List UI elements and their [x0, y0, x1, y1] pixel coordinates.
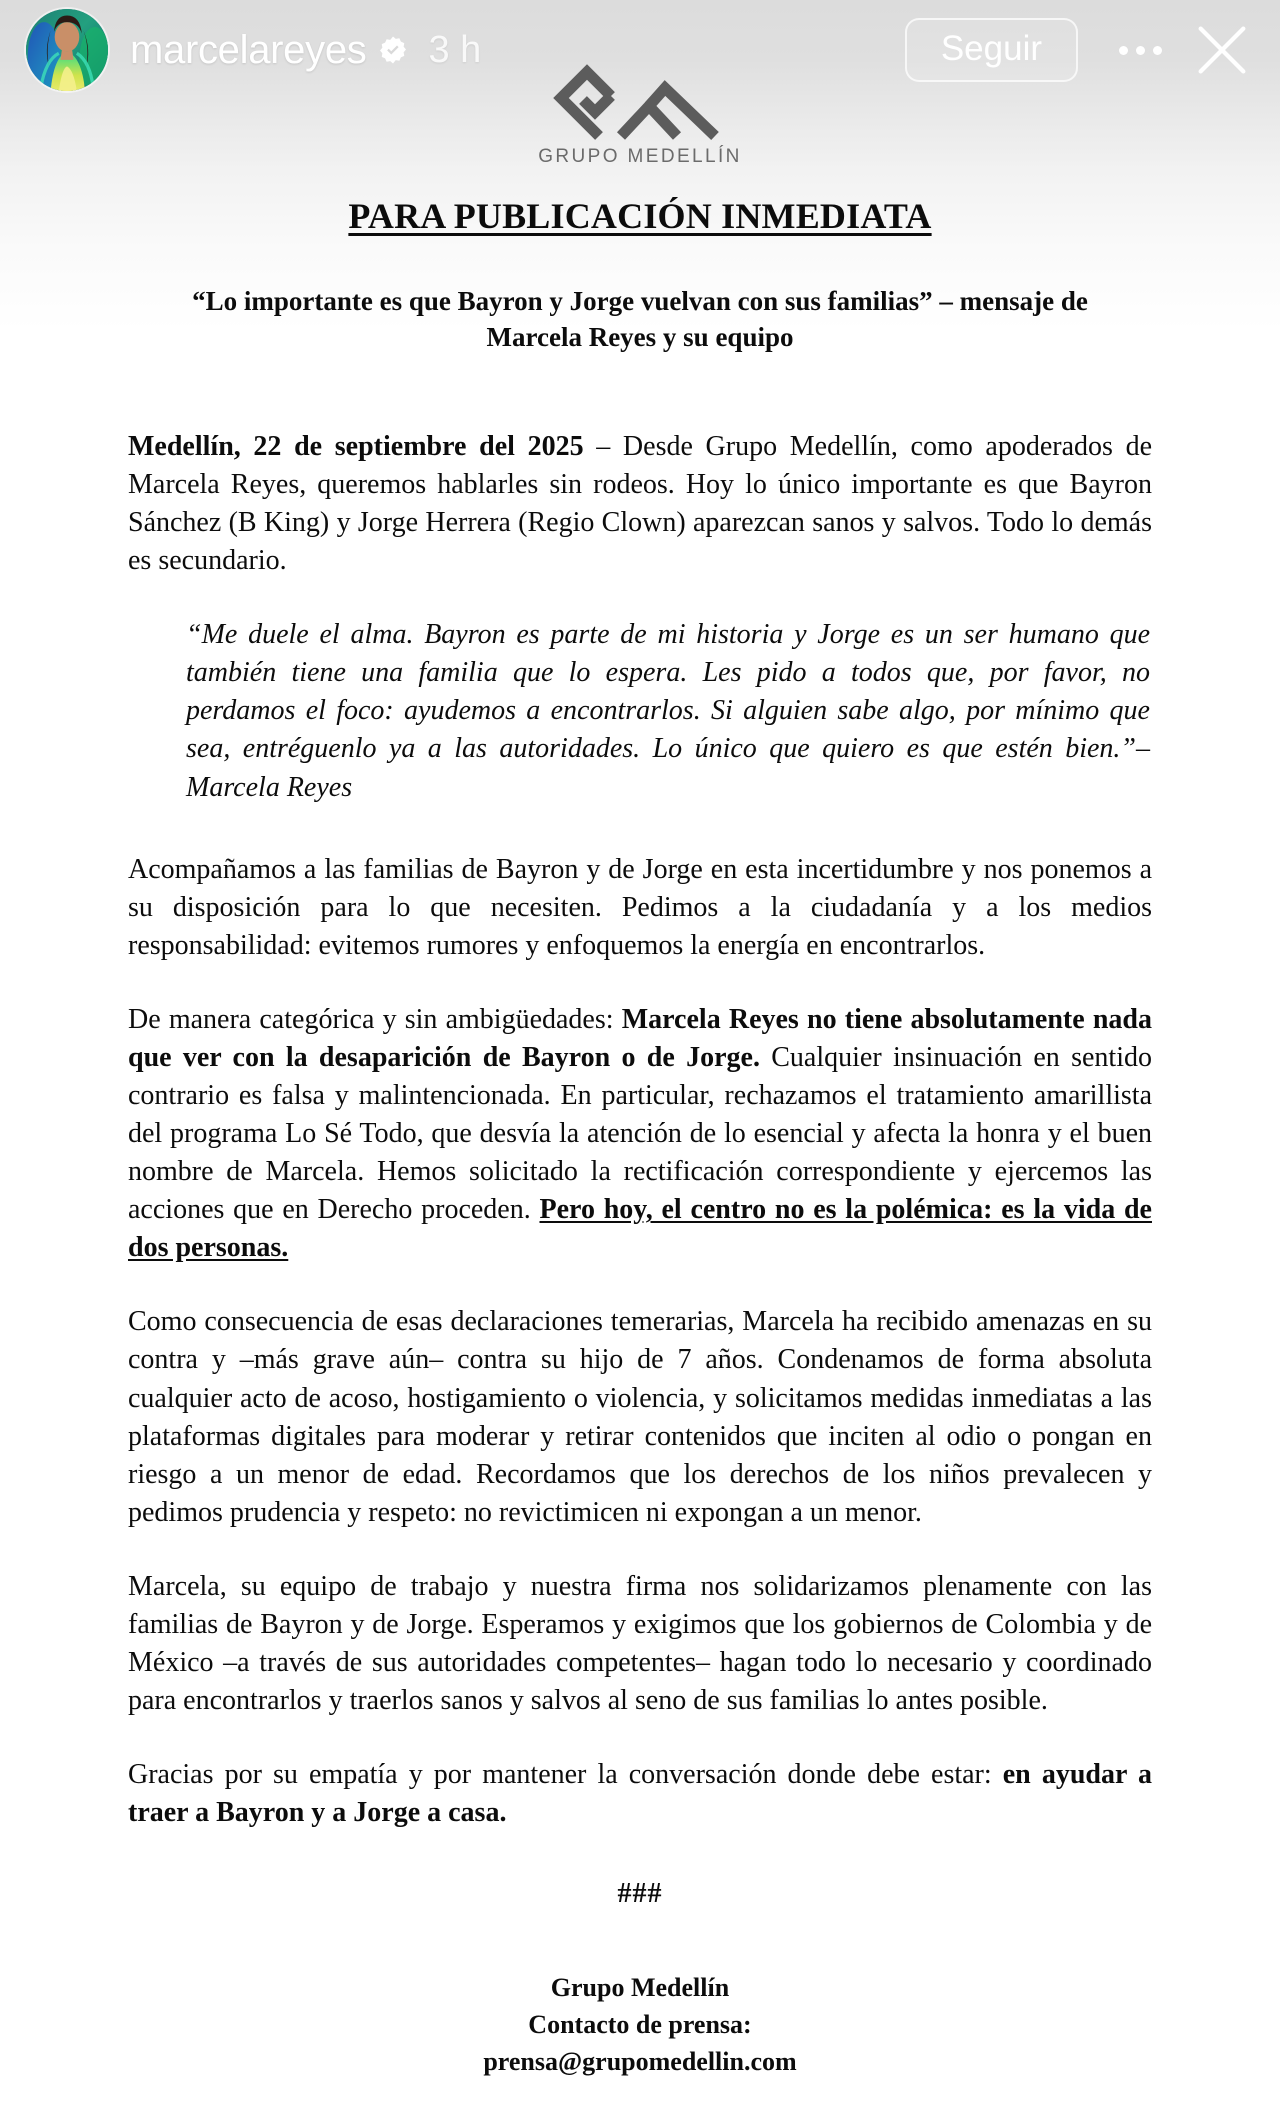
dot [1136, 46, 1145, 55]
dateline-rest: – Desde Grupo Medellín, como apoderados de Marcela Reyes, queremos hablarles sin rodeos. Hoy lo único importante es que Bayron Sánchez (B King) y Jorge Herrera (Regio Clown) aparezcan sanos y salvos. Todo lo demás es secundario. [128, 430, 1153, 577]
page-title: PARA PUBLICACIÓN INMEDIATA [348, 196, 932, 236]
document-footer [128, 1970, 1152, 2081]
thanks-intro: Gracias por su empatía y por mantener la conversación donde debe estar: [128, 1759, 1003, 1791]
dot [1119, 46, 1128, 55]
paragraph-solidarity: Marcela, su equipo de trabajo y nuestra firma nos solidarizamos plenamente con las familias de Bayron y de Jorge. Esperamos y exigimos que los gobiernos de Colombia y de México –a través de sus autoridades competentes– hagan todo lo necesario y coordinado para encontrarlos y traerlos sanos y salvos al seno de sus familias lo antes posible. [128, 1570, 1152, 1717]
end-mark: ### [617, 1878, 663, 1910]
dateline-lead: Medellín, 22 de septiembre del 2025 [128, 430, 584, 462]
denial-underlined: Pero hoy, el centro no es la polémica: es la vida de dos personas. [128, 1194, 1152, 1264]
dot [1153, 46, 1162, 55]
denial-rest: Cualquier insinuación en sentido contrario es falsa y malintencionada. En particular, rechazamos el tratamiento amarillista del programa Lo Sé Todo, que desvía la atención de lo esencial y afecta la honra y el buen nombre de Marcela. Hemos solicitado la rectificación correspondiente y ejercemos las acciones que en Derecho proceden. [128, 1041, 1152, 1226]
denial-bold: Marcela Reyes no tiene absolutamente nada que ver con la desaparición de Bayron o de Jorge. [128, 1003, 1152, 1073]
follow-button[interactable]: Seguir [905, 18, 1078, 83]
paragraph-support: Acompañamos a las familias de Bayron y de Jorge en esta incertidumbre y nos ponemos a su disposición para lo que necesiten. Pedimos a la ciudadanía y a los medios responsabilidad: evitemos rumores y enfoquemos la energía en encontrarlos. [128, 853, 1152, 961]
footer-contact-label: Contacto de prensa: [528, 2010, 752, 2040]
paragraph-dateline [128, 428, 1152, 580]
avatar[interactable] [26, 9, 108, 91]
denial-intro: De manera categórica y sin ambigüedades: [128, 1003, 622, 1035]
thanks-bold: en ayudar a traer a Bayron y a Jorge a casa. [128, 1759, 1152, 1829]
story-header-bar [0, 0, 1280, 100]
paragraph-thanks [128, 1756, 1152, 1832]
pull-quote: “Me duele el alma. Bayron es parte de mi historia y Jorge es un ser humano que también tiene una familia que lo espera. Les pido a todos que, por favor, no perdamos el foco: ayudemos a encontrarlos. Si alguien sabe algo, por mínimo que sea, entréguenlo ya a las autoridades. Lo único que quiero es que estén bien.”– Marcela Reyes [186, 619, 1150, 803]
avatar-image [26, 9, 108, 91]
story-timestamp: 3 h [428, 28, 482, 71]
paragraph-denial [128, 1001, 1152, 1268]
footer-email: prensa@grupomedellin.com [483, 2047, 797, 2077]
verified-badge-icon [378, 35, 408, 65]
footer-organization: Grupo Medellín [550, 1973, 730, 2003]
close-icon[interactable] [1190, 18, 1254, 82]
logo-wordmark: GRUPO MEDELLÍN [538, 146, 742, 167]
more-options-icon[interactable] [1112, 22, 1168, 78]
press-release-document [0, 195, 1280, 2081]
paragraph-threats: Como consecuencia de esas declaraciones temerarias, Marcela ha recibido amenazas en su contra y –más grave aún– contra su hijo de 7 años. Condenamos de forma absoluta cualquier acto de acoso, hostigamiento o violencia, y solicitamos medidas inmediatas a las plataformas digitales para moderar y retirar contenidos que inciten al odio o pongan en riesgo a un menor de edad. Recordamos que los derechos de los niños prevalecen y pedimos prudencia y respeto: no revictimicen ni expongan a un menor. [128, 1306, 1152, 1528]
username-label[interactable]: marcelareyes [130, 27, 367, 72]
document-subtitle: “Lo importante es que Bayron y Jorge vuelvan con sus familias” – mensaje de Marcela Reyes y su equipo [192, 286, 1088, 353]
